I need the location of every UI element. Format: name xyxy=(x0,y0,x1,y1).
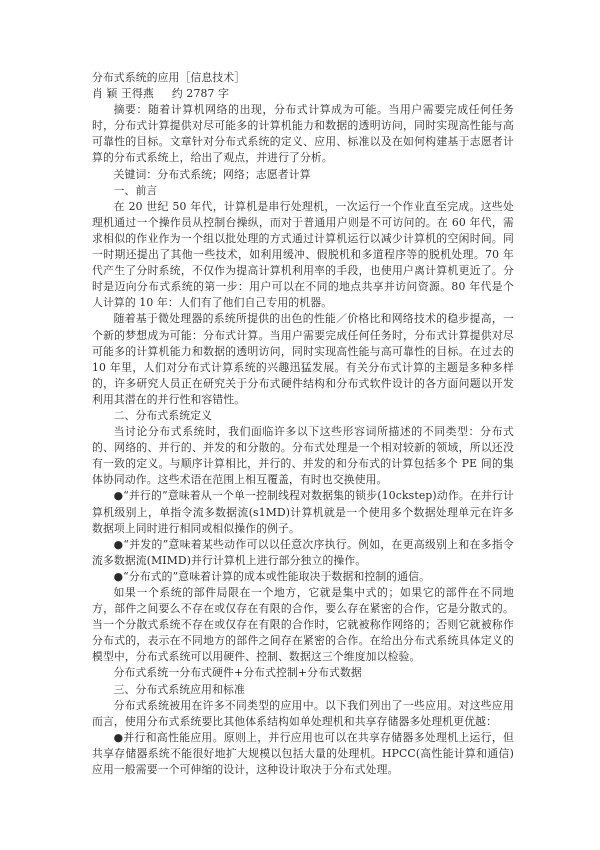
section-heading-definition: 二、分布式系统定义 xyxy=(113,408,213,422)
abstract-paragraph: 摘要：随着计算机网络的出现，分布式计算成为可能。当用户需要完成任何任务时，分布式计算提供对尽可能多的计算机能力和数据的透明访问，同时实现高性能与高可靠性的目标。文章针对分布式系统的定义、应用、标准以及在如何构建基于志愿者计算的分布式系统上，给出了观点，并进行了分析。 xyxy=(92,103,514,165)
document-body xyxy=(92,70,514,778)
authors: 肖 颖 王得燕 xyxy=(92,87,154,101)
bullet-distributed: ●“分布式的”意味着计算的成本或性能取决于数据和控制的通信。 xyxy=(113,569,431,583)
section-heading-preface: 一、前言 xyxy=(113,183,158,197)
word-count: 约 2787 字 xyxy=(171,87,230,101)
keywords-line: 关键词：分布式系统；网络；志愿者计算 xyxy=(113,167,311,181)
definition-paragraph-1: 当讨论分布式系统时，我们面临许多以下这些形容词所描述的不同类型：分布式的、网络的、并行的、并发的和分散的。分布式处理是一个相对较新的领域，所以还没有一致的定义。与顺序计算相比，并行的、并发的和分布式的计算包括多个 PE 间的集体协同动作。这些术语在范围上相互覆盖，有时也交换使用。 xyxy=(92,425,514,487)
bullet-concurrent: ●“并发的”意味着某些动作可以以任意次序执行。例如，在更高级别上和在多指令流多数据流(MIMD)并行计算机上进行部分独立的操作。 xyxy=(92,537,514,567)
preface-paragraph-2: 随着基于微处理器的系统所提供的出色的性能／价格比和网络技术的稳步提高，一个新的梦想成为可能：分布式计算。当用户需要完成任何任务时，分布式计算提供对尽可能多的计算机能力和数据的透明访问，同时实现高性能与高可靠性的目标。在过去的 10 年里，人们对分布式计算系统的兴趣迅猛发展。有关分布式计算的主题是多种多样的，许多研究人员正在研究关于分布式硬件结构和分布式软件设计的各方面问题以开发利用其潜在的并行性和容错性。 xyxy=(92,312,514,406)
section-heading-applications: 三、分布式系统应用和标准 xyxy=(113,682,245,696)
bullet-parallel-high-performance: ●并行和高性能应用。原则上，并行应用也可以在共享存储器多处理机上运行，但共享存储器系统不能很好地扩大规模以包括大量的处理机。HPCC(高性能计算和通信)应用一般需要一个可伸缩的设计，这种设计取决于分布式处理。 xyxy=(92,730,514,777)
bullet-parallel: ●“并行的”意味着从一个单一控制线程对数据集的锁步(10ckstep)动作。在并行计算机级别上，单指令流多数据流(s1MD)计算机就是一个使用多个数据处理单元在许多数据项上同时进行相同或相似操作的例子。 xyxy=(92,489,514,535)
definition-formula: 分布式系统一分布式硬件+分布式控制+分布式数据 xyxy=(113,666,362,680)
definition-paragraph-2: 如果一个系统的部件局限在一个地方，它就是集中式的；如果它的部件在不同地方，部件之间要么不存在或仅存在有限的合作，要么存在紧密的合作，它是分散式的。当一个分散式系统不存在或仅存在有限的合作时，它就被称作网络的；否则它就被称作分布式的，表示在不同地方的部件之间存在紧密的合作。在给出分布式系统具体定义的模型中，分布式系统可以用硬件、控制、数据这三个维度加以检验。 xyxy=(92,586,514,664)
document-title: 分布式系统的应用［信息技术］ xyxy=(92,71,246,84)
preface-paragraph-1: 在 20 世纪 50 年代，计算机是串行处理机，一次运行一个作业直至完成。这些处理机通过一个操作员从控制台操纵，而对于普通用户则是不可访问的。在 60 年代，需求相似的作业作为一个组以批处理的方式通过计算机运行以减少计算机的空闲时间。同一时期还提出了其他一些技术，如利用缓冲、假脱机和多道程序等的脱机处理。70 年代产生了分时系统，不仅作为提高计算机利用率的手段，也使用户离计算机更近了。分时是迈向分布式系统的第一步：用户可以在不同的地点共享并访问资源。80 年代是个人计算的 10 年：人们有了他们自己专用的机器。 xyxy=(92,199,514,310)
byline xyxy=(92,86,514,102)
applications-paragraph-1: 分布式系统被用在许多不同类型的应用中。以下我们列出了一些应用。对这些应用而言，使用分布式系统要比其他体系结构如单处理机和共享存储器多处理机更优越： xyxy=(92,698,514,728)
